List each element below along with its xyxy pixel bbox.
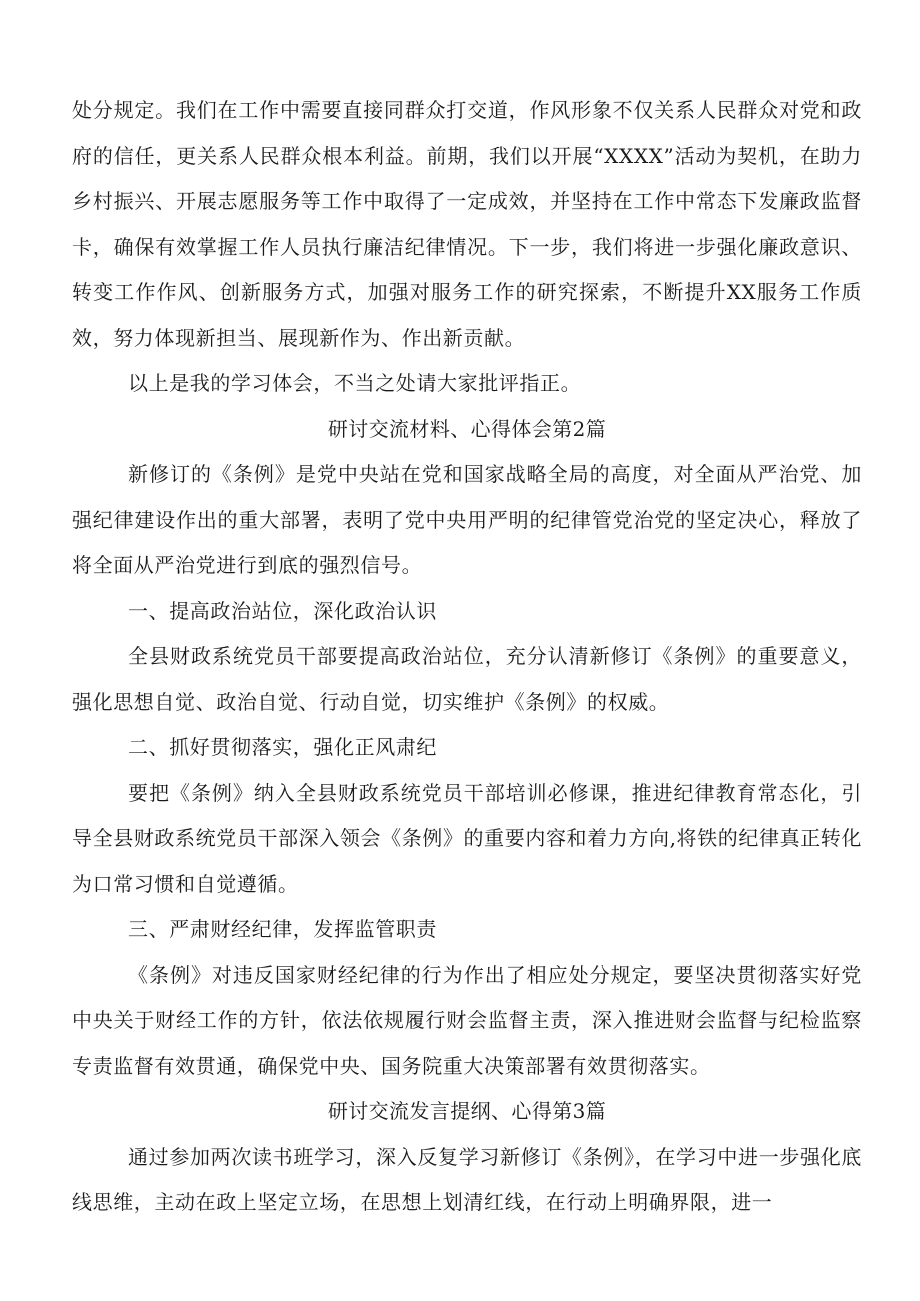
document-body	[72, 88, 862, 1226]
section-title-2: 研讨交流材料、心得体会第2篇	[327, 416, 607, 441]
paragraph-intro-3: 通过参加两次读书班学习，深入反复学习新修订《条例》，在学习中进一步强化底线思维，主动在政上坚定立场，在思想上划清红线，在行动上明确界限，进一	[72, 1144, 862, 1214]
subheading-1: 一、提高政治站位，深化政治认识	[128, 598, 437, 623]
section-title-3: 研讨交流发言提纲、心得第3篇	[327, 1099, 607, 1123]
paragraph-closing-remark: 以上是我的学习体会，不当之处请大家批评指正。	[128, 371, 582, 395]
paragraph-sub-3: 《条例》对违反国家财经纪律的行为作出了相应处分规定，要坚决贯彻落实好党中央关于财经工作的方针，依法依规履行财会监督主责，深入推进财会监督与纪检监察专责监督有效贯通，确保党中央、国务院重大决策部署有效贯彻落实。	[72, 962, 862, 1078]
subheading-3: 三、严肃财经纪律，发挥监管职责	[128, 917, 437, 941]
paragraph-sub-1: 全县财政系统党员干部要提高政治站位，充分认清新修订《条例》的重要意义，强化思想自觉、政治自觉、行动自觉，切实维护《条例》的权威。	[72, 644, 862, 714]
paragraph-continuation: 处分规定。我们在工作中需要直接同群众打交道，作风形象不仅关系人民群众对党和政府的信任，更关系人民群众根本利益。前期，我们以开展“XXXX”活动为契机，在助力乡村振兴、开展志愿服务等工作中取得了一定成效，并坚持在工作中常态下发廉政监督卡，确保有效掌握工作人员执行廉洁纪律情况。下一步，我们将进一步强化廉政意识、转变工作作风、创新服务方式，加强对服务工作的研究探索，不断提升XX服务工作质效，努力体现新担当、展现新作为、作出新贡献。	[72, 98, 862, 350]
subheading-2: 二、抓好贯彻落实，强化正风肃纪	[128, 735, 437, 759]
paragraph-sub-2: 要把《条例》纳入全县财政系统党员干部培训必修课，推进纪律教育常态化，引导全县财政系统党员干部深入领会《条例》的重要内容和着力方向,将铁的纪律真正转化为口常习惯和自觉遵循。	[72, 780, 862, 896]
paragraph-intro-2: 新修订的《条例》是党中央站在党和国家战略全局的高度，对全面从严治党、加强纪律建设作出的重大部署，表明了党中央用严明的纪律管党治党的坚定决心，释放了将全面从严治党进行到底的强烈信号。	[72, 462, 862, 577]
